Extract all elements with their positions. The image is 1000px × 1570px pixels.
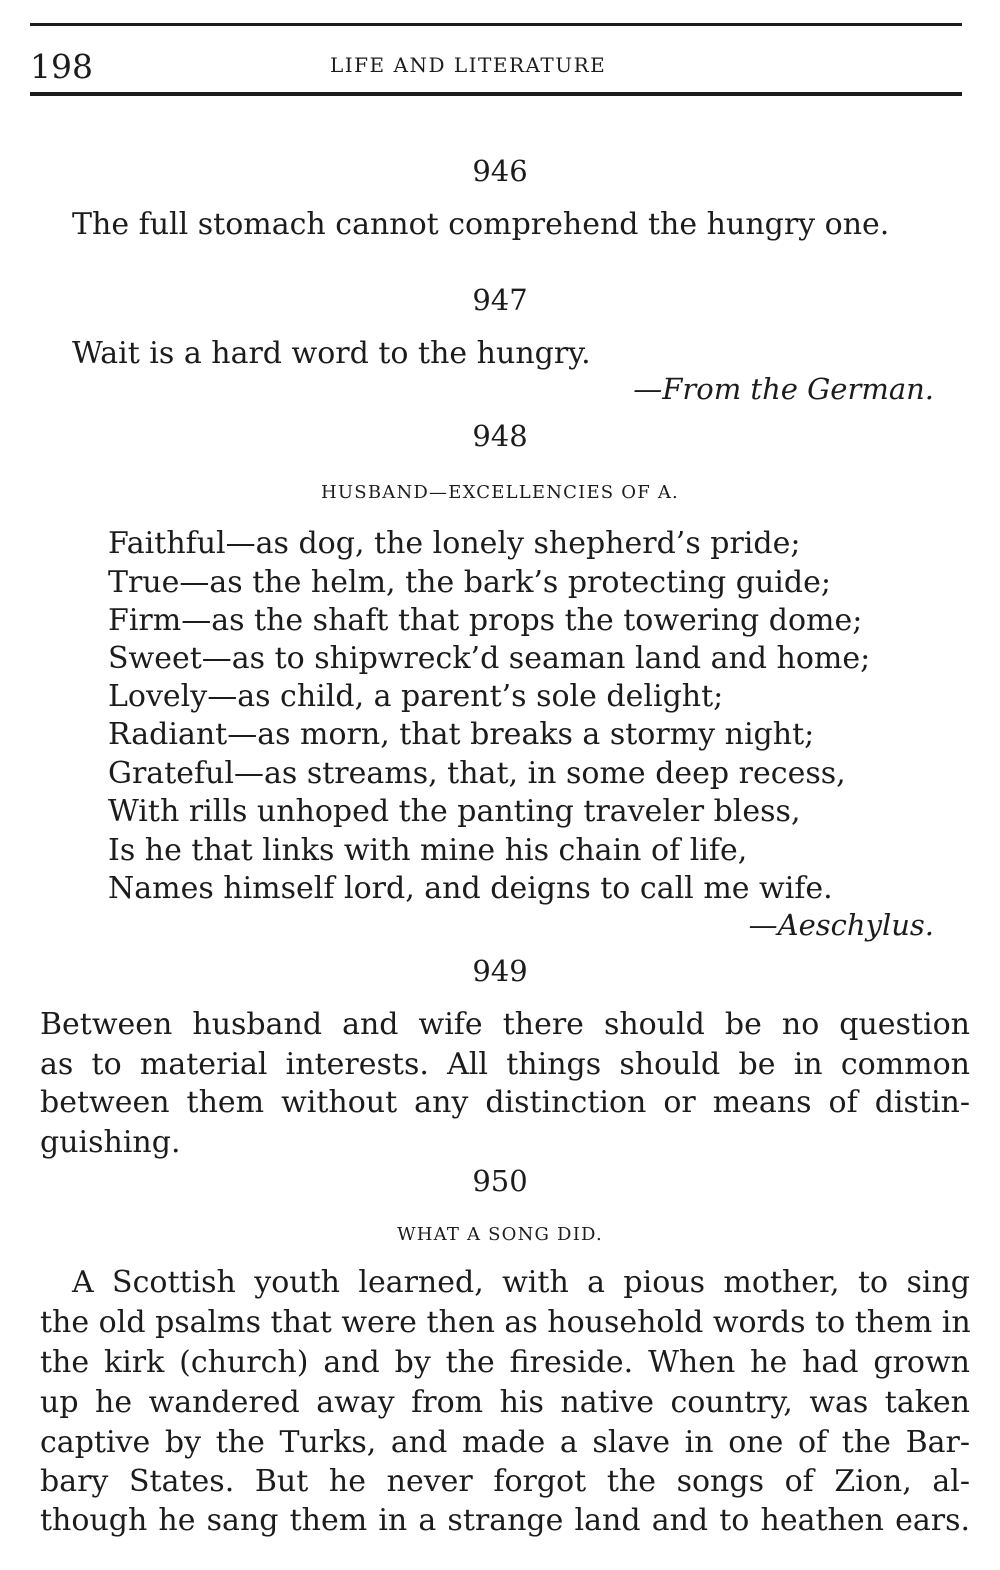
verse-line: With rills unhoped the panting traveler bless, bbox=[108, 794, 801, 829]
entry-number-949: 949 bbox=[472, 954, 528, 988]
paragraph-line: the old psalms that were then as household words to them in bbox=[40, 1305, 971, 1340]
paragraph-line: guishing. bbox=[40, 1125, 181, 1160]
section-heading-950: WHAT A SONG DID. bbox=[397, 1224, 603, 1245]
verse-line: Sweet—as to shipwreck’d seaman land and home; bbox=[108, 641, 871, 676]
entry-number-947: 947 bbox=[472, 283, 528, 317]
verse-line: Lovely—as child, a parent’s sole delight; bbox=[108, 679, 724, 714]
paragraph-line: as to material interests. All things should be in common bbox=[40, 1047, 970, 1082]
entry-text-946: The full stomach cannot comprehend the hungry one. bbox=[72, 207, 890, 242]
paragraph-line: up he wandered away from his native country, was taken bbox=[40, 1385, 970, 1420]
running-title: LIFE AND LITERATURE bbox=[330, 53, 607, 77]
verse-line: True—as the helm, the bark’s protecting guide; bbox=[108, 565, 831, 600]
paragraph-line: A Scottish youth learned, with a pious mother, to sing bbox=[72, 1265, 970, 1300]
entry-number-946: 946 bbox=[472, 154, 528, 188]
verse-line: Firm—as the shaft that props the towering dome; bbox=[108, 603, 863, 638]
header-rule-top bbox=[30, 23, 962, 26]
attribution-947: —From the German. bbox=[633, 372, 934, 406]
paragraph-line: Between husband and wife there should be no question bbox=[40, 1007, 970, 1042]
verse-line: Names himself lord, and deigns to call me wife. bbox=[108, 871, 833, 906]
header-rule-bottom bbox=[30, 92, 962, 96]
section-heading-948: HUSBAND—EXCELLENCIES OF A. bbox=[321, 482, 679, 503]
paragraph-line: the kirk (church) and by the fireside. When he had grown bbox=[40, 1345, 970, 1380]
verse-line: Grateful—as streams, that, in some deep recess, bbox=[108, 756, 846, 791]
verse-line: Is he that links with mine his chain of life, bbox=[108, 833, 748, 868]
paragraph-line: bary States. But he never forgot the songs of Zion, al- bbox=[40, 1464, 970, 1499]
page-number: 198 bbox=[30, 47, 93, 86]
paragraph-line: between them without any distinction or means of distin- bbox=[40, 1085, 970, 1120]
attribution-948: —Aeschylus. bbox=[748, 908, 934, 942]
paragraph-line: though he sang them in a strange land and to heathen ears. bbox=[40, 1503, 970, 1538]
entry-number-950: 950 bbox=[472, 1164, 528, 1198]
entry-text-947: Wait is a hard word to the hungry. bbox=[72, 336, 591, 371]
entry-number-948: 948 bbox=[472, 419, 528, 453]
verse-line: Faithful—as dog, the lonely shepherd’s pride; bbox=[108, 526, 801, 561]
verse-line: Radiant—as morn, that breaks a stormy night; bbox=[108, 717, 815, 752]
paragraph-line: captive by the Turks, and made a slave in one of the Bar- bbox=[40, 1425, 970, 1460]
